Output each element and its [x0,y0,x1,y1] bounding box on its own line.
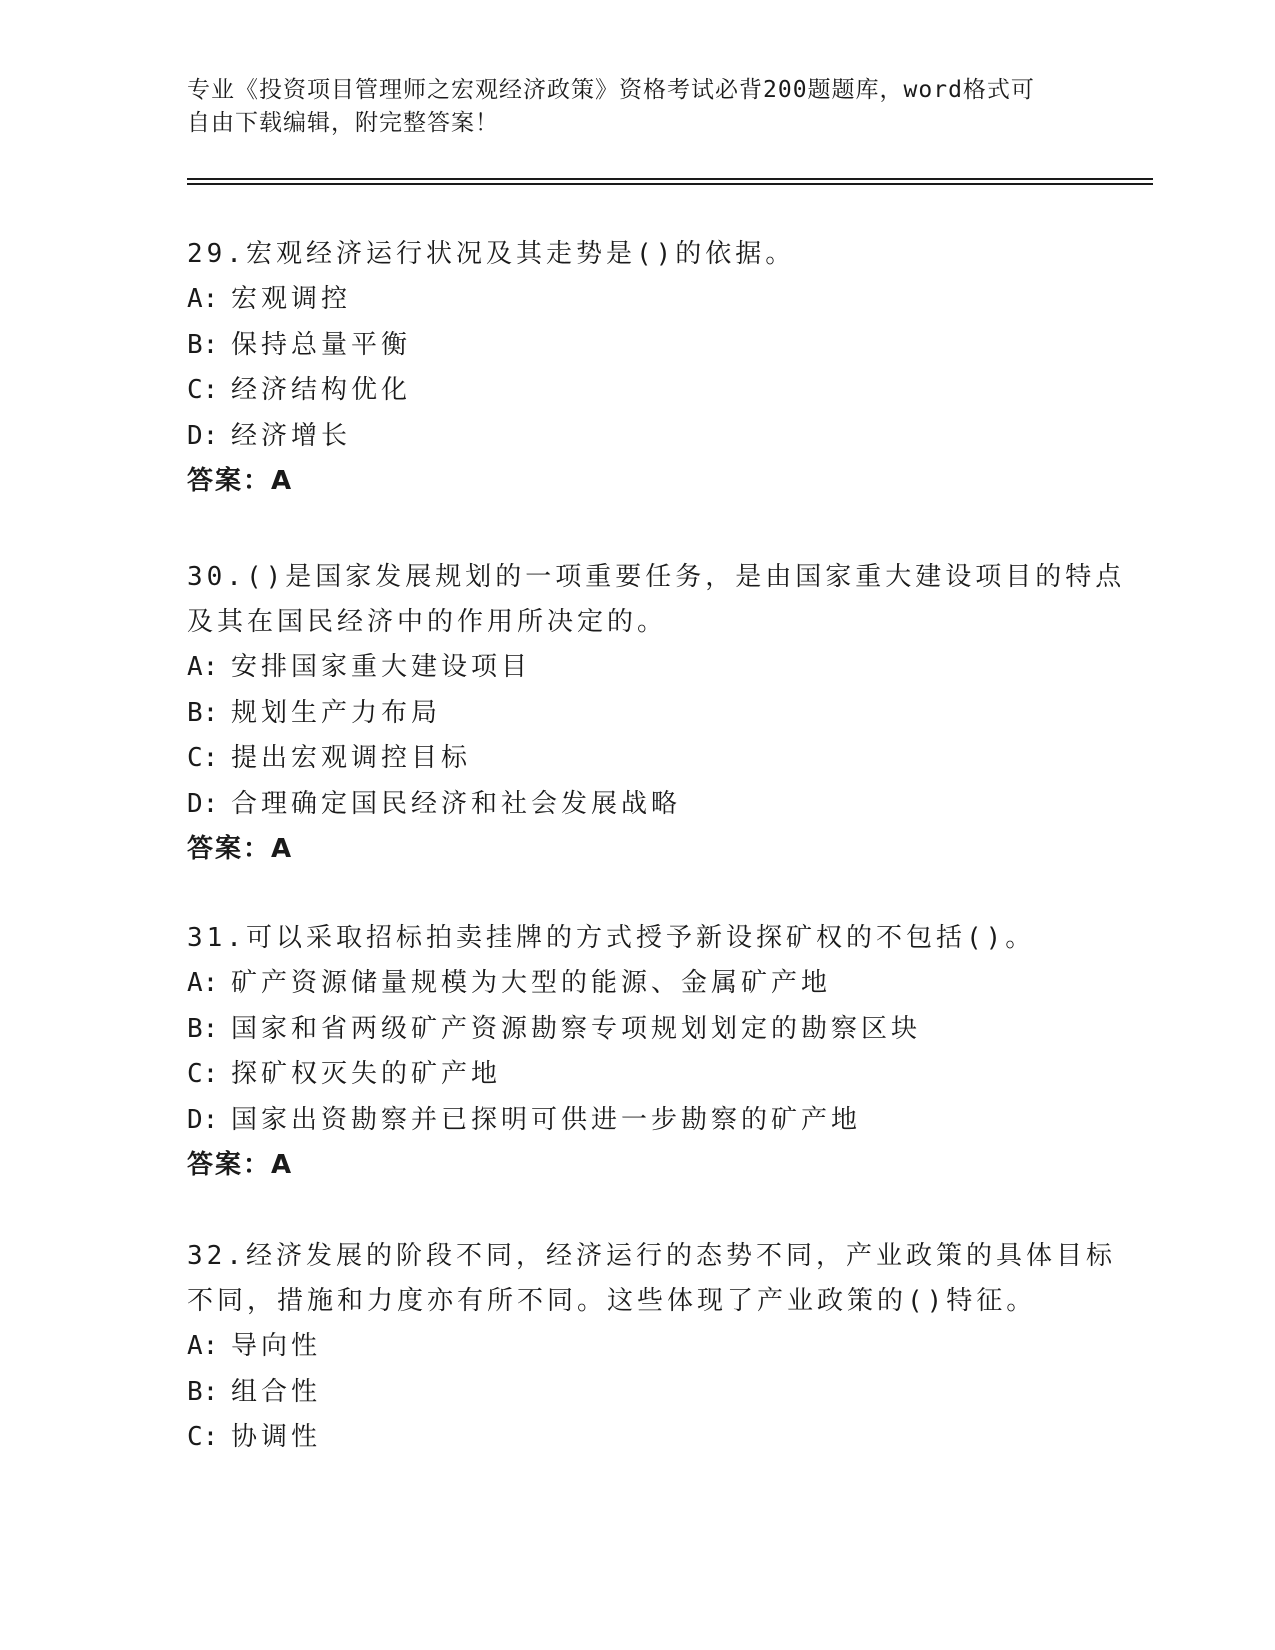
question-stem: 31.可以采取招标拍卖挂牌的方式授予新设探矿权的不包括()。 [187,923,1036,953]
question-block [187,1234,1116,1461]
option-text: 提出宏观调控目标 [231,743,472,773]
option-label: A: [187,968,219,998]
question-stem: 30.()是国家发展规划的一项重要任务，是由国家重大建设项目的特点 [187,562,1126,592]
option-label: A: [187,652,219,682]
question-stem: 32.经济发展的阶段不同，经济运行的态势不同，产业政策的具体目标 [187,1241,1116,1271]
answer: 答案：A [187,466,294,496]
header-line-2: 自由下载编辑，附完整答案！ [187,110,499,136]
header-divider-bottom [187,183,1153,185]
header-line-1: 专业《投资项目管理师之宏观经济政策》资格考试必背200题题库，word格式可 [187,77,1035,103]
option-text: 经济结构优化 [231,375,412,405]
header-divider-top [187,178,1153,180]
option-b [187,1007,1087,1053]
option-text: 组合性 [231,1376,322,1407]
question-block [187,555,1126,872]
option-text: 安排国家重大建设项目 [231,652,532,682]
option-d [187,782,1087,828]
option-a [187,961,1087,1007]
option-d [187,1098,1087,1144]
option-label: D: [187,1104,219,1135]
option-a [187,1324,1087,1370]
option-text: 合理确定国民经济和社会发展战略 [231,788,682,819]
option-label: B: [187,1376,219,1407]
option-b [187,1370,1087,1416]
question-block [187,232,1087,504]
option-label: C: [187,743,219,773]
answer: 答案：A [187,1150,294,1180]
option-c [187,1052,1087,1098]
option-text: 保持总量平衡 [231,329,412,360]
question-block [187,916,1087,1188]
option-text: 探矿权灭失的矿产地 [231,1059,502,1089]
option-label: B: [187,697,219,728]
option-label: B: [187,1013,219,1044]
question-stem: 29.宏观经济运行状况及其走势是()的依据。 [187,239,796,269]
option-label: C: [187,1422,219,1452]
option-text: 导向性 [231,1331,322,1361]
option-b [187,323,1087,369]
option-text: 协调性 [231,1422,322,1452]
document-header [187,74,1067,140]
option-text: 宏观调控 [231,284,352,314]
option-text: 规划生产力布局 [231,697,442,728]
option-text: 矿产资源储量规模为大型的能源、金属矿产地 [231,968,832,998]
option-b [187,691,1087,737]
question-stem-continued: 及其在国民经济中的作用所决定的。 [187,607,668,637]
option-label: C: [187,375,219,405]
option-c [187,736,1087,782]
option-label: C: [187,1059,219,1089]
option-label: A: [187,284,219,314]
option-label: A: [187,1331,219,1361]
option-label: D: [187,420,219,451]
option-c [187,368,1087,414]
option-label: B: [187,329,219,360]
option-text: 国家出资勘察并已探明可供进一步勘察的矿产地 [231,1104,862,1135]
question-stem-continued: 不同，措施和力度亦有所不同。这些体现了产业政策的()特征。 [187,1286,1037,1316]
option-d [187,414,1087,460]
option-text: 国家和省两级矿产资源勘察专项规划划定的勘察区块 [231,1013,922,1044]
option-c [187,1415,1087,1461]
option-a [187,277,1087,323]
option-a [187,645,1087,691]
option-label: D: [187,788,219,819]
option-text: 经济增长 [231,420,352,451]
answer: 答案：A [187,834,294,864]
